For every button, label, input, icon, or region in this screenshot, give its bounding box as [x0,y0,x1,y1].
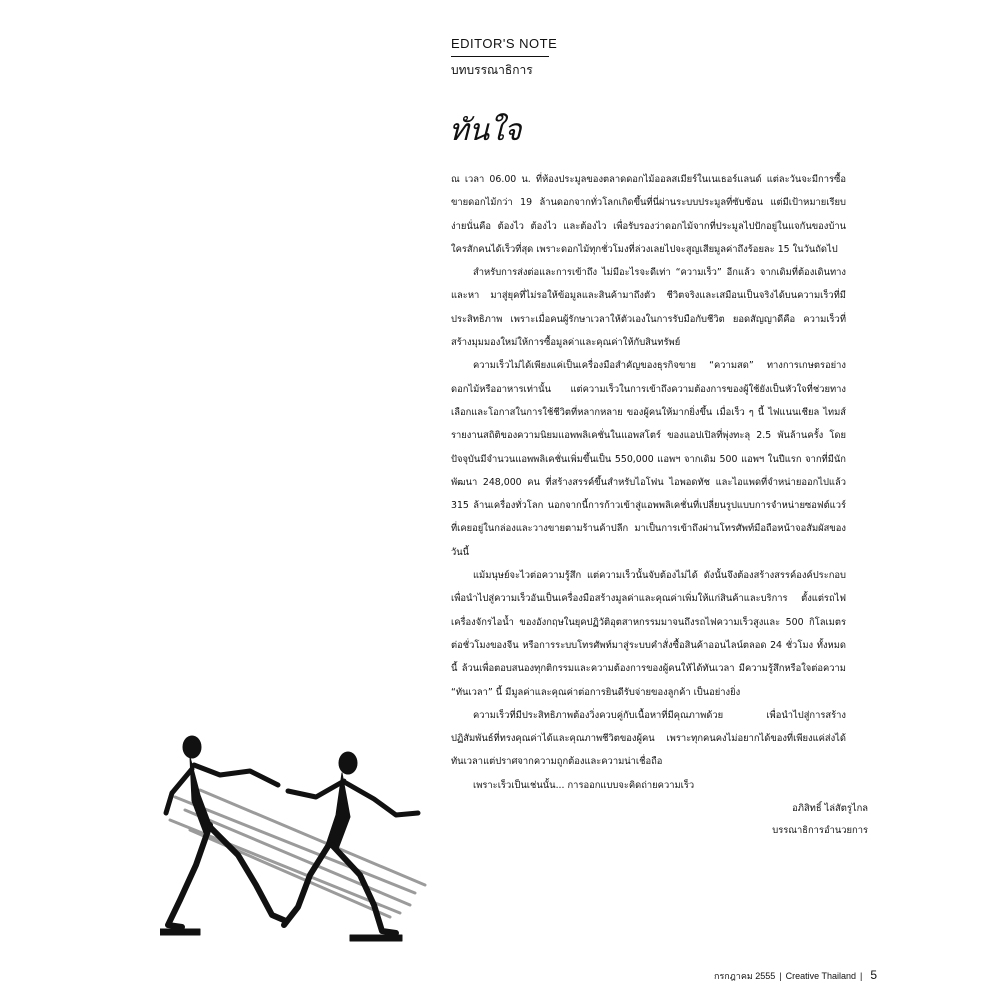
page-number: 5 [870,968,878,982]
signature-role: บรรณาธิการอำนวยการ [772,825,868,836]
paragraph: ความเร็วไม่ได้เพียงแค่เป็นเครื่องมือสำคัญของธุรกิจขาย “ความสด” ทางการเกษตรอย่างดอกไม้หรืออาหารเท่านั้น แต่ความเร็วในการเข้าถึงความต้องการของผู้ใช้ยังเป็นหัวใจที่ช่วยทางเลือกและโอกาสในการใช้ชีวิตที่หลากหลาย ของผู้คนให้มากยิ่งขึ้น เมื่อเร็ว ๆ นี้ ไฟแนนเชียล ไทมส์ รายงานสถิติของความนิยมแอพพลิเคชั่นในแอพสโตร์ ของแอปเปิลที่พุ่งทะลุ 2.5 พันล้านครั้ง โดยปัจจุบันมีจำนวนแอพพลิเคชั่นเพิ่มขึ้นเป็น 550,000 แอพฯ จากเดิม 500 แอพฯ ในปีแรก จากที่มีนักพัฒนา 248,000 คน ที่สร้างสรรค์ขึ้นสำหรับไอโฟน ไอพอดทัช และไอแพดที่จำหน่ายออกไปแล้ว 315 ล้านเครื่องทั่วโลก นอกจากนี้การก้าวเข้าสู่แอพพลิเคชั่นที่เปลี่ยนรูปแบบการจำหน่ายซอฟต์แวร์ที่เคยอยู่ในกล่องและวางขายตามร้านค้าปลีก มาเป็นการเข้าถึงผ่านโทรศัพท์มือถือหน้าจอสัมผัสของวันนี้ [451,360,846,558]
signature-name: อภิสิทธิ์ ไล่สัตรูไกล [792,803,868,814]
article-body [451,168,846,797]
section-label-en: EDITOR'S NOTE [451,36,558,51]
footer-magazine-name: Creative Thailand [785,971,857,981]
paragraph: เพราะเร็วเป็นเช่นนั้น... การออกแบบจะคิดถ่ายความเร็ว [473,779,695,791]
runner-left [160,736,286,935]
article-title: ทันใจ [449,113,522,148]
header-divider [451,56,549,57]
footer-separator: | [860,971,863,981]
page-footer [714,968,877,983]
footer-issue-date: กรกฎาคม 2555 [714,971,776,981]
paragraph: แม้มนุษย์จะไวต่อความรู้สึก แต่ความเร็วนั้นจับต้องไม่ได้ ดังนั้นจึงต้องสร้างสรรค์องค์ประกอบเพื่อนำไปสู่ความเร็วอันเป็นเครื่องมือสร้างมูลค่าและคุณค่าเพิ่มให้แก่สินค้าและบริการ ตั้งแต่รถไฟเครื่องจักรไอน้ำ ของอังกฤษในยุคปฏิวัติอุตสาหกรรมมาจนถึงรถไฟความเร็วสูงและ 500 กิโลเมตรต่อชั่วโมงของจีน หรือการระบบโทรศัพท์มาสู่ระบบคำสั่งซื้อสินค้าออนไลน์ตลอด 24 ชั่วโมง ทั้งหมดนี้ ล้วนเพื่อตอบสนองทุกติกรรมและความต้องการของผู้คนให้ได้ทันเวลา มีความรู้สึกหรือใจต่อความ “ทันเวลา” นี้ มีมูลค่าและคุณค่าต่อการยินดีรับจ่ายของลูกค้า เป็นอย่างยิ่ง [451,570,846,698]
paragraph: ณ เวลา 06.00 น. ที่ห้องประมูลของตลาดดอกไม้ออลสเมียร์ในเนเธอร์แลนด์ แต่ละวันจะมีการซื้อขายดอกไม้กว่า 19 ล้านดอกจากทั่วโลกเกิดขึ้นที่นี่ผ่านระบบประมูลที่ซับซ้อน แต่มีเป้าหมายเรียบง่ายนั่นคือ ต้องไว ต้องไว และต้องไว เพื่อรับรองว่าดอกไม้จากที่ประมูลไปปักอยู่ในแจกันของบ้านใครสักคนได้เร็วที่สุด เพราะดอกไม้ทุกชั่วโมงที่ล่วงเลยไปจะสูญเสียมูลค่าถึงร้อยละ 15 ในวันถัดไป [451,174,846,255]
section-label-th: บทบรรณาธิการ [451,63,533,77]
running-figures-illustration [160,735,430,950]
paragraph: สำหรับการส่งต่อและการเข้าถึง ไม่มีอะไรจะดีเท่า “ความเร็ว” อีกแล้ว จากเดิมที่ต้องเดินทางและหา มาสู่ยุคที่ไม่รอให้ข้อมูลและสินค้ามาถึงตัว ชีวิตจริงและเสมือนเป็นจริงได้บนความเร็วที่มีประสิทธิภาพ เพราะเมื่อคนผู้รักษาเวลาให้ตัวเองในการรับมือกับชีวิต ยอดสัญญาดีคือ ความเร็วที่สร้างมุมมองใหม่ให้การซื้อมูลค่าและคุณค่าให้กับสินทรัพย์ [451,267,846,349]
signature-block [772,798,868,842]
paragraph: ความเร็วที่มีประสิทธิภาพต้องวิ่งควบคู่กับเนื้อหาที่มีคุณภาพด้วย เพื่อนำไปสู่การสร้างปฏิสัมพันธ์ที่ทรงคุณค่าได้และคุณภาพชีวิตของผู้คน เพราะทุกคนคงไม่อยากได้ของที่เพียงแค่ส่งได้ทันเวลาแต่ปราศจากความถูกต้องและความน่าเชื่อถือ [451,709,846,768]
footer-separator: | [779,971,782,981]
